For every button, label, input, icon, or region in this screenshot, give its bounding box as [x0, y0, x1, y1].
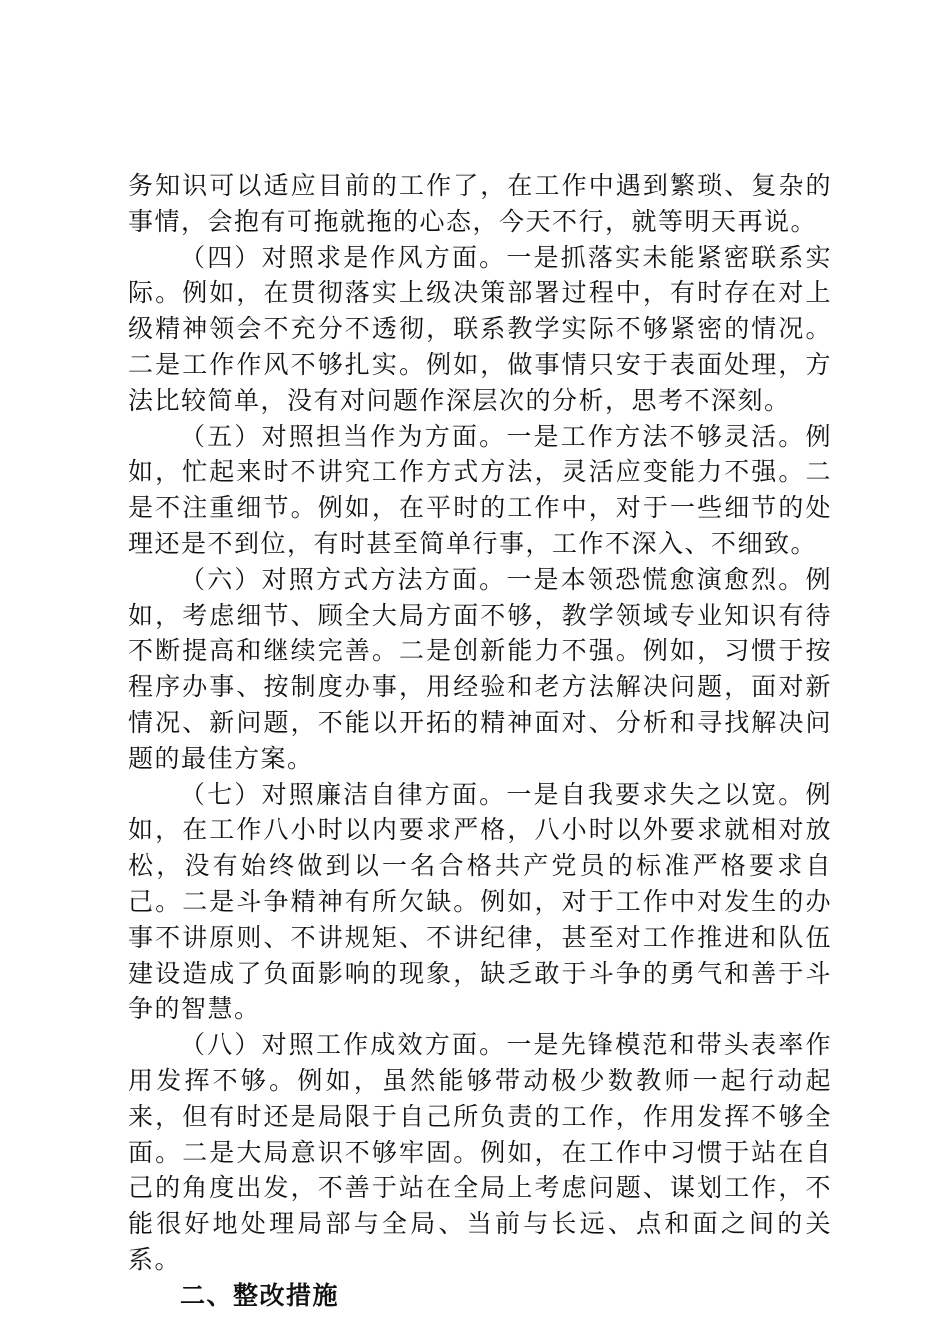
section-heading: 二、整改措施	[180, 1280, 340, 1310]
paragraph-item-7: （七）对照廉洁自律方面。一是自我要求失之以宽。例如，在工作八小时以内要求严格，八小时以外要求就相对放松，没有始终做到以一名合格共产党员的标准严格要求自己。二是斗争精神有所欠缺。例如，对于工作中对发生的办事不讲原则、不讲规矩、不讲纪律，甚至对工作推进和队伍建设造成了负面影响的现象，缺乏敢于斗争的勇气和善于斗争的智慧。	[128, 779, 832, 1024]
paragraph-item-6: （六）对照方式方法方面。一是本领恐慌愈演愈烈。例如，考虑细节、顾全大局方面不够，教学领域专业知识有待不断提高和继续完善。二是创新能力不强。例如，习惯于按程序办事、按制度办事，用经验和老方法解决问题，面对新情况、新问题，不能以开拓的精神面对、分析和寻找解决问题的最佳方案。	[128, 564, 832, 773]
paragraph-item-4: （四）对照求是作风方面。一是抓落实未能紧密联系实际。例如，在贯彻落实上级决策部署过程中，有时存在对上级精神领会不充分不透彻，联系教学实际不够紧密的情况。二是工作作风不够扎实。例如，做事情只安于表面处理，方法比较简单，没有对问题作深层次的分析，思考不深刻。	[128, 242, 832, 415]
document-body	[128, 168, 832, 1314]
paragraph-item-5: （五）对照担当作为方面。一是工作方法不够灵活。例如，忙起来时不讲究工作方式方法，灵活应变能力不强。二是不注重细节。例如，在平时的工作中，对于一些细节的处理还是不到位，有时甚至简单行事，工作不深入、不细致。	[128, 421, 832, 558]
paragraph-continuation: 务知识可以适应目前的工作了，在工作中遇到繁琐、复杂的事情，会抱有可拖就拖的心态，今天不行，就等明天再说。	[128, 171, 832, 236]
paragraph-item-8: （八）对照工作成效方面。一是先锋模范和带头表率作用发挥不够。例如，虽然能够带动极少数教师一起行动起来，但有时还是局限于自己所负责的工作，作用发挥不够全面。二是大局意识不够牢固。例如，在工作中习惯于站在自己的角度出发，不善于站在全局上考虑问题、谋划工作，不能很好地处理局部与全局、当前与长远、点和面之间的关系。	[128, 1030, 832, 1274]
